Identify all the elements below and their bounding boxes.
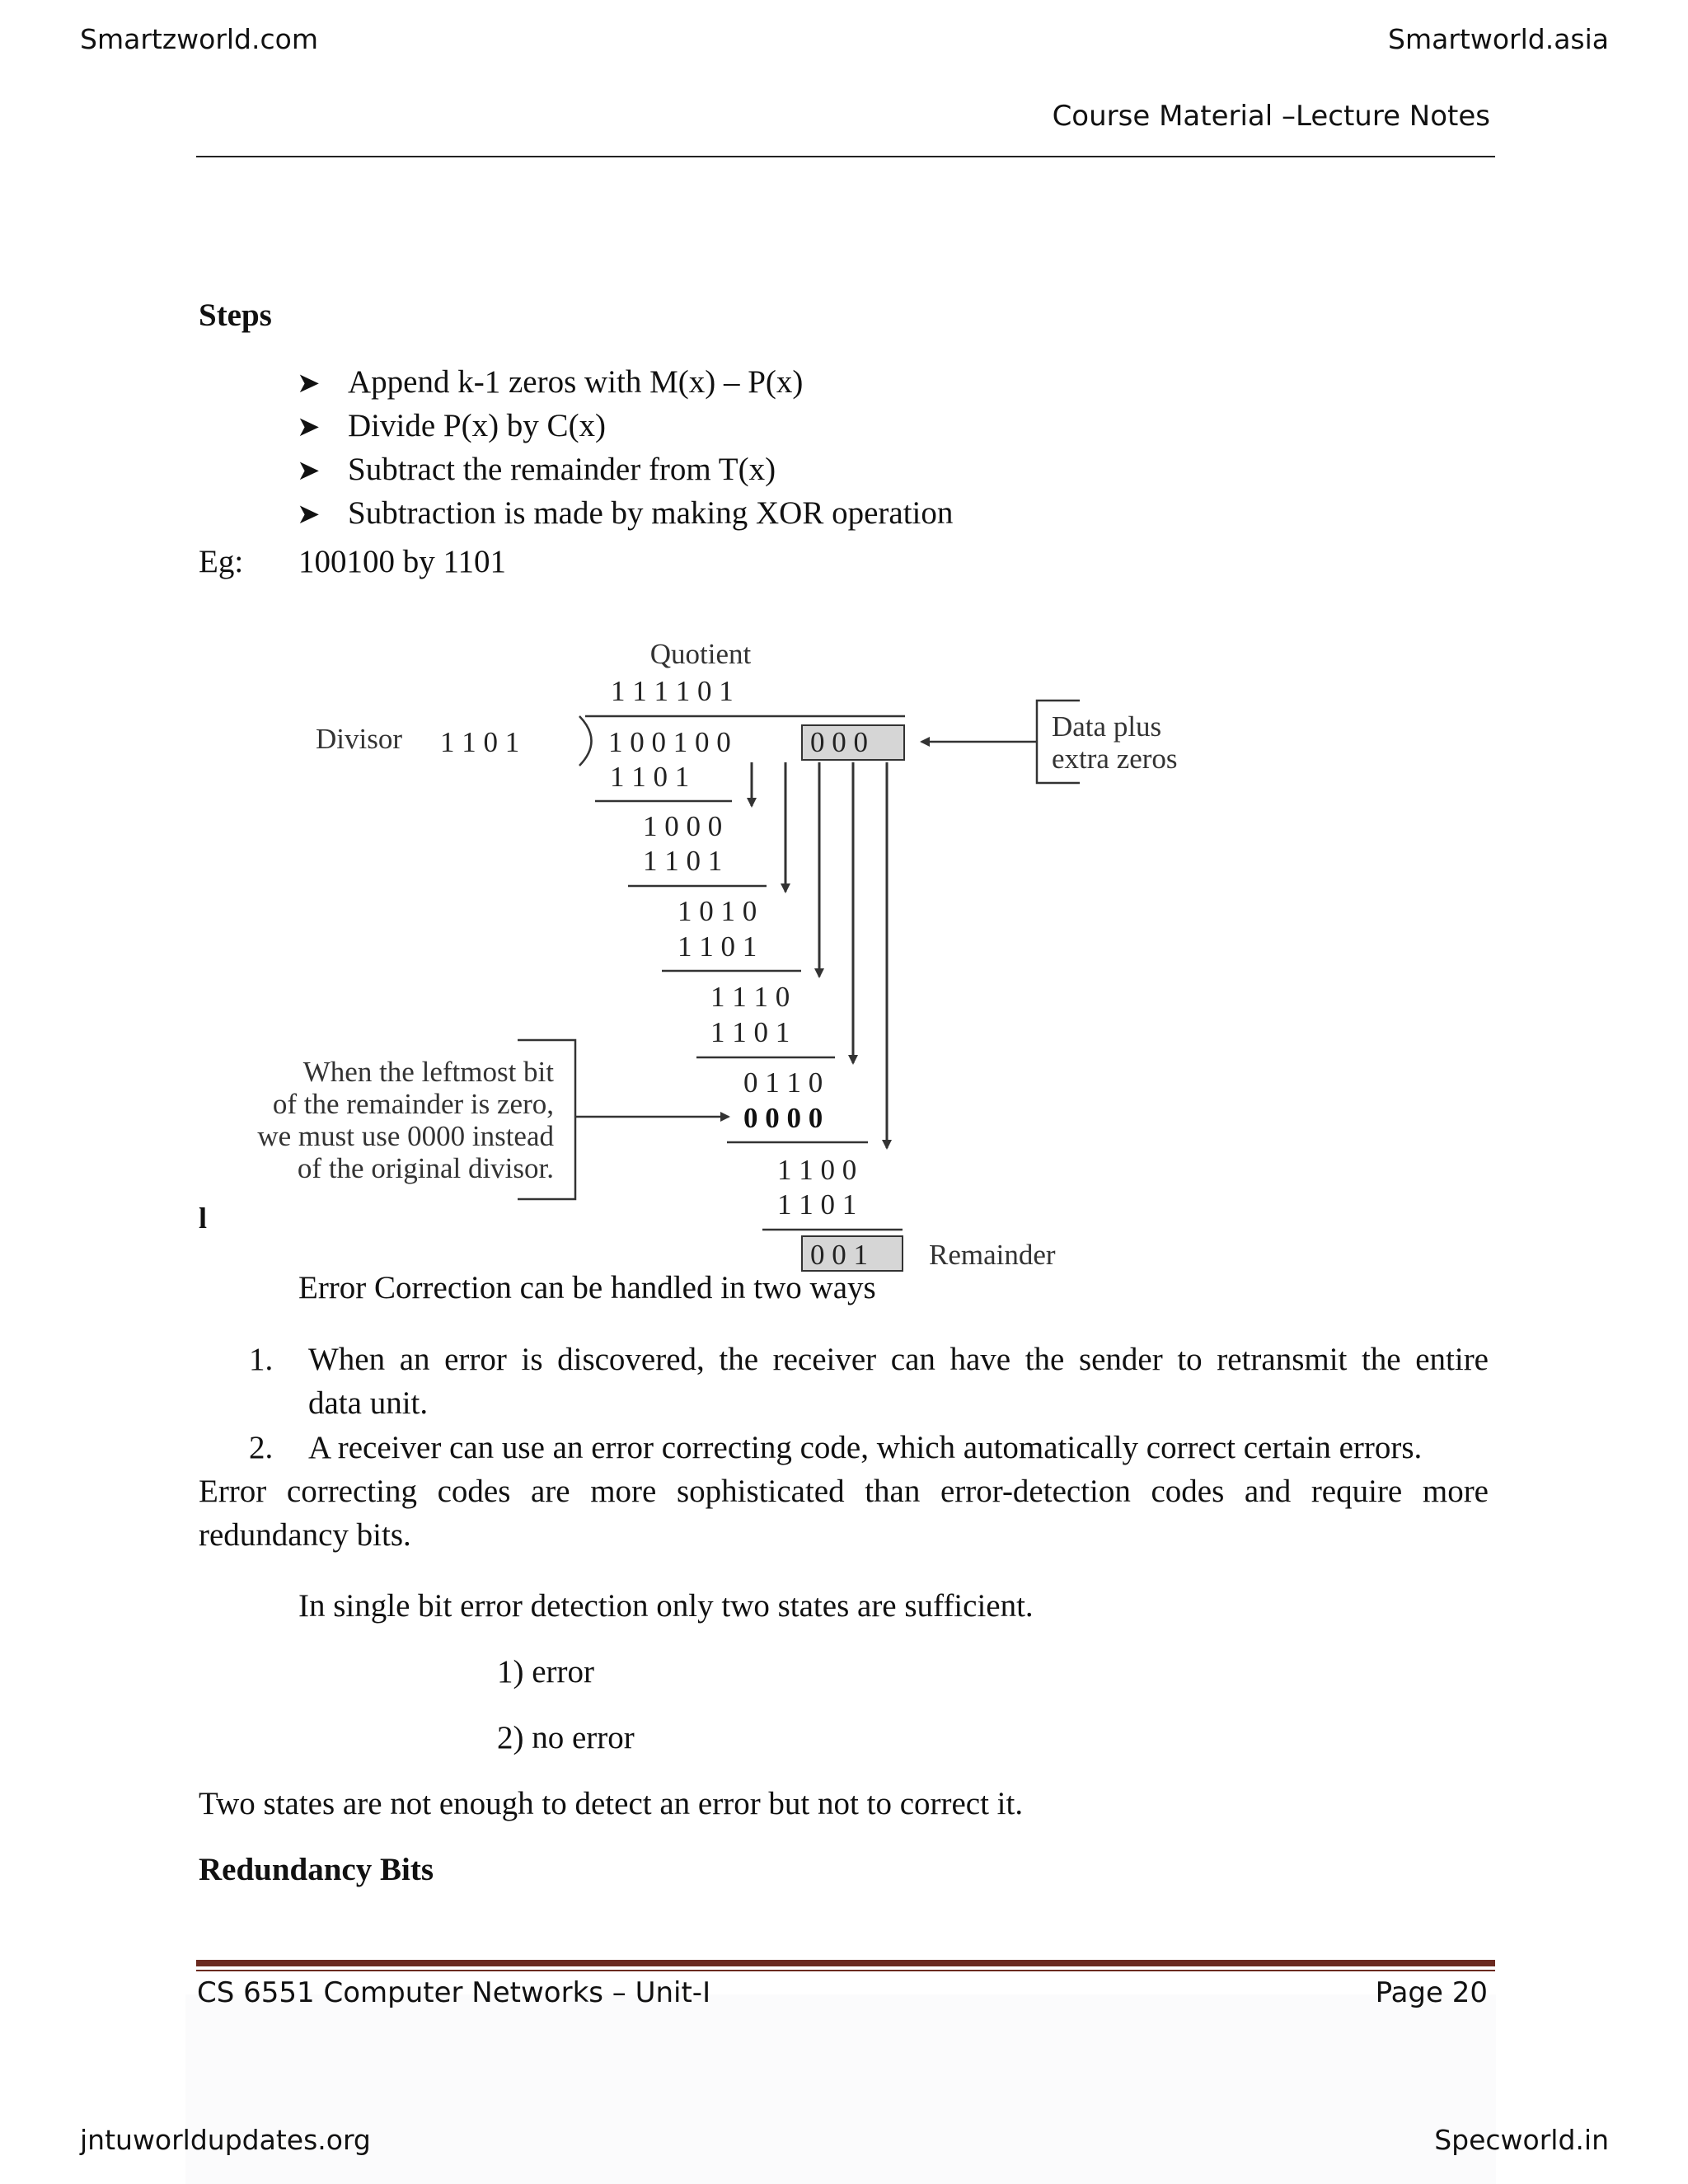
- zero-note-line: When the leftmost bit: [302, 1056, 554, 1088]
- zero-note-line: of the remainder is zero,: [272, 1088, 554, 1120]
- two-states-text: Two states are not enough to detect an error but not to correct it.: [199, 1786, 1024, 1821]
- header-right-site: Smartworld.asia: [1388, 23, 1609, 55]
- list-item-text: A receiver can use an error correcting code, which automatically correct certain errors.: [308, 1430, 1423, 1465]
- step-item: ➤ Subtract the remainder from T(x): [297, 452, 776, 487]
- arrowhead-bullet-icon: ➤: [297, 412, 321, 443]
- dividend-zeros: 0 0 0: [810, 726, 868, 758]
- arrowhead-bullet-icon: ➤: [297, 456, 321, 486]
- division-step: 0 1 1 0: [743, 1066, 823, 1099]
- division-step: 1 1 0 1: [777, 1188, 857, 1221]
- step-item: ➤ Divide P(x) by C(x): [297, 408, 607, 443]
- state-item: 2) no error: [497, 1720, 635, 1755]
- division-step: 0 0 0 0: [743, 1102, 823, 1134]
- quotient-label: Quotient: [649, 638, 752, 670]
- data-note-line1: Data plus: [1052, 710, 1162, 743]
- list-item-text: When an error is discovered, the receiver can have the sender to retransmit the entire: [308, 1342, 1489, 1377]
- footer-left-site: jntuworldupdates.org: [80, 2124, 371, 2156]
- margin-mark: l: [199, 1202, 208, 1235]
- footer-course: CS 6551 Computer Networks – Unit-I: [197, 1976, 711, 2009]
- remainder-digits: 0 0 1: [810, 1239, 868, 1271]
- paragraph-line: redundancy bits.: [199, 1517, 411, 1553]
- quotient-digits: 1 1 1 1 0 1: [611, 675, 734, 707]
- remainder-label: Remainder: [929, 1239, 1056, 1271]
- list-number: 2.: [249, 1430, 274, 1465]
- course-title: Course Material –Lecture Notes: [1052, 100, 1490, 133]
- zero-note-line: of the original divisor.: [297, 1152, 554, 1184]
- arrowhead-bullet-icon: ➤: [297, 499, 321, 530]
- steps-heading: Steps: [199, 298, 272, 333]
- redundancy-heading: Redundancy Bits: [199, 1852, 434, 1887]
- division-step: 1 1 0 1: [610, 761, 690, 793]
- correction-intro: Error Correction can be handled in two ways: [298, 1270, 876, 1305]
- division-step: 1 0 1 0: [678, 895, 757, 927]
- zero-note-line: we must use 0000 instead: [257, 1120, 554, 1152]
- division-step: 1 1 0 1: [678, 930, 757, 963]
- footer-rule-thin: [196, 1970, 1495, 1971]
- step-item: ➤ Subtraction is made by making XOR operation: [297, 495, 954, 531]
- dividend-data: 1 0 0 1 0 0: [608, 726, 731, 758]
- list-number: 1.: [249, 1342, 274, 1377]
- division-step: 1 1 0 1: [710, 1016, 790, 1048]
- example-label: Eg:: [199, 544, 244, 579]
- footer-rule: [196, 1960, 1495, 1966]
- state-item: 1) error: [497, 1654, 595, 1690]
- division-bracket: [579, 716, 592, 766]
- arrowhead-bullet-icon: ➤: [297, 368, 321, 399]
- division-step: 1 0 0 0: [643, 810, 723, 842]
- data-note-line2: extra zeros: [1052, 743, 1178, 775]
- paragraph-line: Error correcting codes are more sophisticated than error-detection codes and require more: [199, 1474, 1489, 1509]
- example-text: 100100 by 1101: [298, 544, 507, 579]
- division-step: 1 1 0 1: [643, 845, 723, 877]
- header-left-site: Smartzworld.com: [80, 23, 318, 55]
- footer-right-site: Specworld.in: [1434, 2124, 1609, 2156]
- footer-band: [185, 1994, 1496, 2184]
- single-bit-text: In single bit error detection only two states are sufficient.: [298, 1588, 1034, 1624]
- footer-page-number: Page 20: [1375, 1976, 1488, 2009]
- divisor-digits: 1 1 0 1: [440, 726, 520, 758]
- divisor-label: Divisor: [316, 723, 402, 755]
- step-item: ➤ Append k-1 zeros with M(x) – P(x): [297, 364, 804, 400]
- division-step: 1 1 0 0: [777, 1154, 857, 1186]
- division-step: 1 1 1 0: [710, 981, 790, 1013]
- list-item-text: data unit.: [308, 1385, 429, 1421]
